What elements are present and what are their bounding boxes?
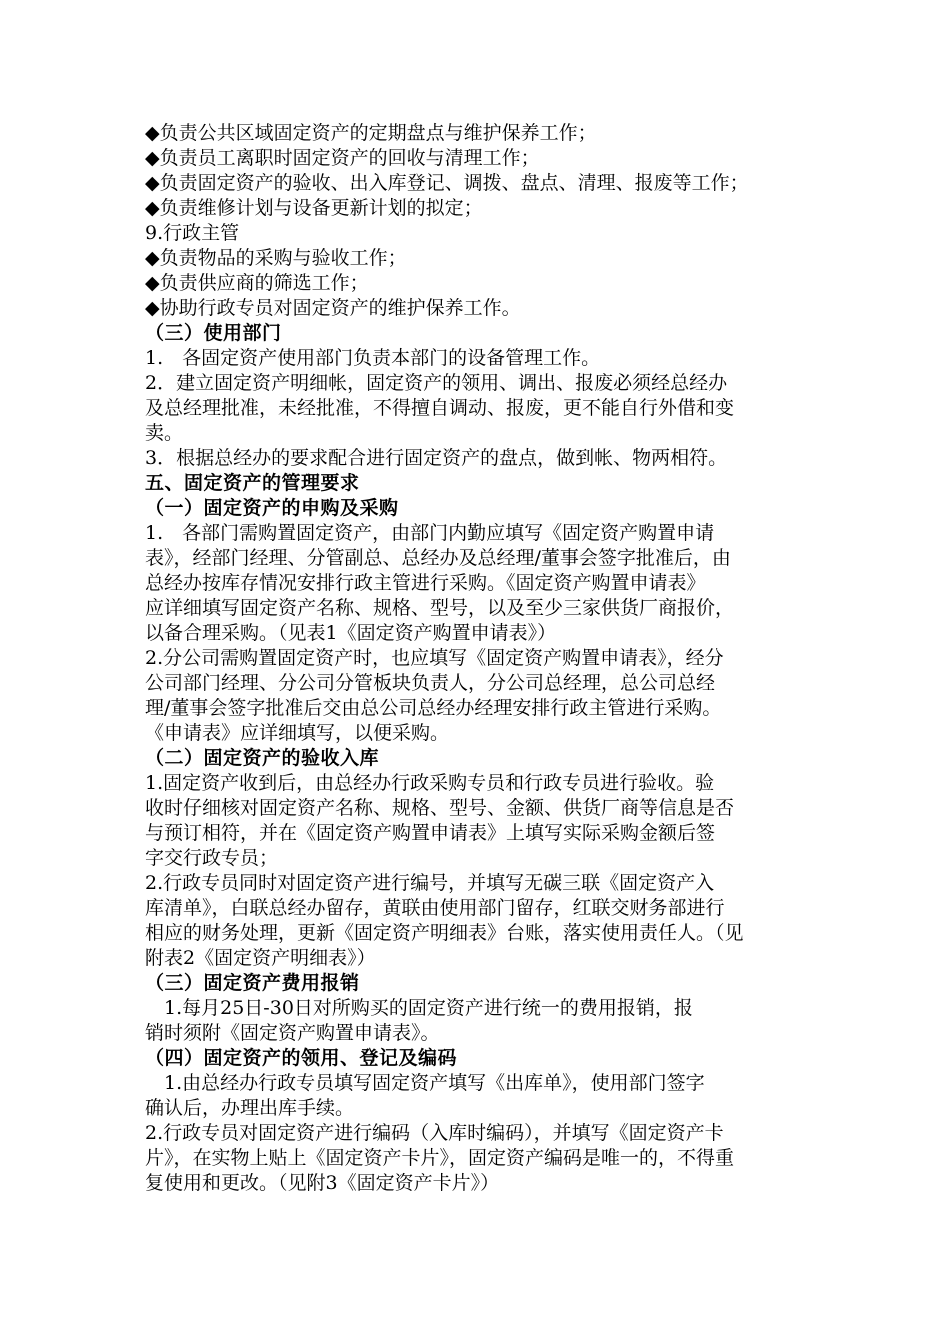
paragraph-line: ◆负责物品的采购与验收工作； <box>145 247 407 269</box>
paragraph-line: 总经办按库存情况安排行政主管进行采购。《固定资产购置申请表》 <box>145 572 706 594</box>
paragraph-line: 表》，经部门经理、分管副总、总经办及总经理/董事会签字批准后，由 <box>145 547 731 569</box>
paragraph-line: 库清单》，白联总经办留存，黄联由使用部门留存，红联交财务部进行 <box>145 897 725 919</box>
paragraph-line: 2．建立固定资产明细帐，固定资产的领用、调出、报废必须经总经办 <box>145 372 728 394</box>
paragraph-line: 1. 各部门需购置固定资产，由部门内勤应填写《固定资产购置申请 <box>145 522 715 544</box>
paragraph-line: ◆负责公共区域固定资产的定期盘点与维护保养工作； <box>145 122 597 144</box>
paragraph-line: 以备合理采购。（见表1《固定资产购置申请表》） <box>145 622 557 644</box>
paragraph-line: 2.行政专员对固定资产进行编码（入库时编码），并填写《固定资产卡 <box>145 1122 724 1144</box>
paragraph-line: 复使用和更改。（见附3《固定资产卡片》） <box>145 1172 500 1194</box>
section-heading: （三）使用部门 <box>145 322 282 344</box>
paragraph-line: 2.分公司需购置固定资产时，也应填写《固定资产购置申请表》，经分 <box>145 647 724 669</box>
paragraph-line: 相应的财务处理，更新《固定资产明细表》台账，落实使用责任人。（见 <box>145 922 744 944</box>
paragraph-line: 1.固定资产收到后，由总经办行政采购专员和行政专员进行验收。验 <box>145 772 715 794</box>
paragraph-line: 及总经理批准，未经批准，不得擅自调动、报废，更不能自行外借和变 <box>145 397 735 419</box>
section-heading: （一）固定资产的申购及采购 <box>145 497 399 519</box>
paragraph-line: 9.行政主管 <box>145 222 240 244</box>
paragraph-line: 1.由总经办行政专员填写固定资产填写《出库单》，使用部门签字 <box>145 1072 705 1094</box>
paragraph-line: 公司部门经理、分公司分管板块负责人，分公司总经理，总公司总经 <box>145 672 716 694</box>
document-page <box>145 121 825 1196</box>
paragraph-line: 销时须附《固定资产购置申请表》。 <box>145 1022 440 1044</box>
paragraph-line: 确认后，办理出库手续。 <box>145 1097 355 1119</box>
paragraph-line: 收时仔细核对固定资产名称、规格、型号、金额、供货厂商等信息是否 <box>145 797 735 819</box>
paragraph-line: 1. 各固定资产使用部门负责本部门的设备管理工作。 <box>145 347 601 369</box>
paragraph-line: ◆协助行政专员对固定资产的维护保养工作。 <box>145 297 521 319</box>
paragraph-line: 与预订相符，并在《固定资产购置申请表》上填写实际采购金额后签 <box>145 822 716 844</box>
section-heading: （三）固定资产费用报销 <box>145 972 360 994</box>
section-heading: （四）固定资产的领用、登记及编码 <box>145 1047 458 1069</box>
paragraph-line: 片》，在实物上贴上《固定资产卡片》，固定资产编码是唯一的，不得重 <box>145 1147 735 1169</box>
paragraph-line: 附表2《固定资产明细表》） <box>145 947 376 969</box>
paragraph-line: ◆负责员工离职时固定资产的回收与清理工作； <box>145 147 540 169</box>
paragraph-line: 卖。 <box>145 422 184 444</box>
section-heading: 五、固定资产的管理要求 <box>145 472 360 494</box>
paragraph-line: 《申请表》应详细填写，以便采购。 <box>145 722 450 744</box>
paragraph-line: 1.每月25日-30日对所购买的固定资产进行统一的费用报销，报 <box>145 997 693 1019</box>
paragraph-line: 3．根据总经办的要求配合进行固定资产的盘点，做到帐、物两相符。 <box>145 447 728 469</box>
paragraph-line: ◆负责固定资产的验收、出入库登记、调拨、盘点、清理、报废等工作； <box>145 172 749 194</box>
paragraph-line: ◆负责维修计划与设备更新计划的拟定； <box>145 197 483 219</box>
paragraph-line: 字交行政专员； <box>145 847 279 869</box>
paragraph-line: 理/董事会签字批准后交由总公司总经办经理安排行政主管进行采购。 <box>145 697 722 719</box>
section-heading: （二）固定资产的验收入库 <box>145 747 380 769</box>
paragraph-line: 2.行政专员同时对固定资产进行编号，并填写无碳三联《固定资产入 <box>145 872 715 894</box>
paragraph-line: ◆负责供应商的筛选工作； <box>145 272 369 294</box>
paragraph-line: 应详细填写固定资产名称、规格、型号，以及至少三家供货厂商报价， <box>145 597 735 619</box>
